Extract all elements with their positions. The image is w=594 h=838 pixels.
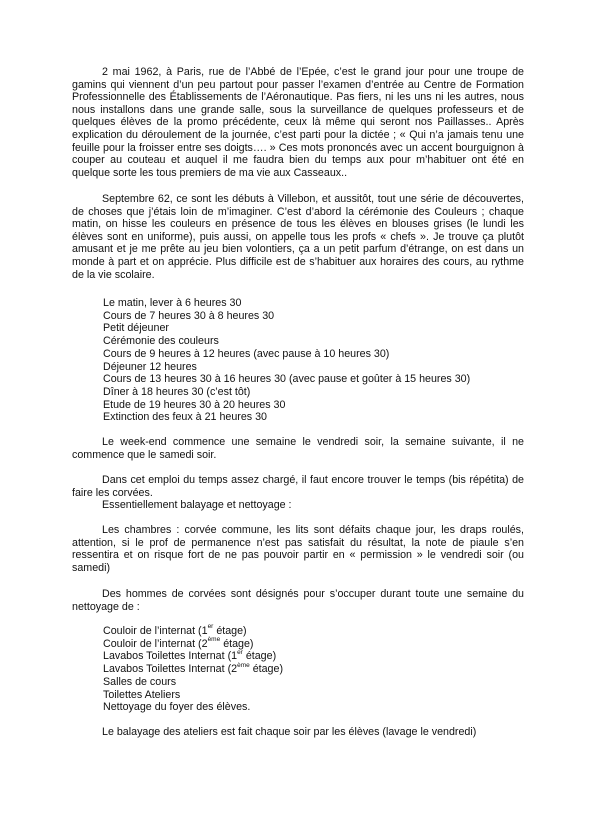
paragraph-chores-intro: Dans cet emploi du temps assez chargé, il faut encore trouver le temps (bis répétita) de faire les corvées. <box>72 474 524 499</box>
schedule-item: Cours de 7 heures 30 à 8 heures 30 <box>103 309 275 322</box>
chore-item: Lavabos Toilettes Internat (2ème étage) <box>103 661 284 676</box>
schedule-item: Cérémonie des couleurs <box>103 335 219 348</box>
chore-item: Couloir de l’internat (2ème étage) <box>103 636 254 650</box>
chore-item: Nettoyage du foyer des élèves. <box>103 701 251 714</box>
chore-item: Salles de cours <box>103 675 177 688</box>
paragraph-weekend: Le week-end commence une semaine le vendredi soir, la semaine suivante, il ne commence que le samedi soir. <box>72 436 524 461</box>
chore-item: Toilettes Ateliers <box>103 688 181 701</box>
paragraph-workshop-sweeping: Le balayage des ateliers est fait chaque soir par les élèves (lavage le vendredi) <box>102 726 477 738</box>
paragraph-exam-day: 2 mai 1962, à Paris, rue de l’Abbé de l’Epée, c’est le grand jour pour une troupe de gamins qui viennent d’un peu partout pour passer l’examen d’entrée au Centre de Formation Professionnelle des Établissements de l’Aéronautique. Pas fiers, ni les uns ni les autres, nous nous installons dans une grande salle, sous la surveillance de quelques professeurs et de quelques élèves de la promo précédente, ceux là même qui seront nos Paillasses.. Après explication du déroulement de la journée, c’est parti pour la dictée ; « Qui n’a jamais tenu une feuille pour la froisser entre ses doigts…. » Ces mots prononcés avec un accent bourguignon à couper au couteau et auquel il me faudra bien du temps aux pour m’habituer ont été en quelque sorte les tous premiers de ma vie aux Casseaux.. <box>72 66 524 179</box>
schedule-item: Cours de 13 heures 30 à 16 heures 30 (avec pause et goûter à 15 heures 30) <box>103 373 471 386</box>
daily-schedule-list <box>103 297 533 424</box>
schedule-item: Etude de 19 heures 30 à 20 heures 30 <box>103 398 286 411</box>
chores-list <box>103 625 533 714</box>
schedule-item: Extinction des feux à 21 heures 30 <box>103 411 267 424</box>
schedule-item: Petit déjeuner <box>103 322 169 335</box>
schedule-item: Déjeuner 12 heures <box>103 360 197 373</box>
schedule-item: Le matin, lever à 6 heures 30 <box>103 297 242 309</box>
chore-item: Lavabos Toilettes Internat (1er étage) <box>103 648 277 663</box>
schedule-item: Dîner à 18 heures 30 (c’est tôt) <box>103 385 251 398</box>
paragraph-villebon-start: Septembre 62, ce sont les débuts à Villebon, et aussitôt, tout une série de découvertes, de choses que j’étais loin de m’imaginer. C’est d’abord la cérémonie des Couleurs ; chaque matin, on hisse les couleurs en présence de tous les élèves en blouses grises (le lundi les élèves sont en uniforme), puis aussi, on appelle tous les profs « chefs ». Je trouve ça plutôt amusant et je me prête au jeu bien volontiers, ça a un petit parfum d’étrange, on est dans un monde à part et on apprécie. Plus difficile est de s’habituer aux horaires des cours, au rythme de la vie scolaire. <box>72 193 524 281</box>
paragraph-rooms: Les chambres : corvée commune, les lits sont défaits chaque jour, les draps roulés, attention, si le prof de permanence n’est pas satisfait du résultat, la note de piaule s’en ressentira et on risque fort de ne pas pouvoir partir en « permission » le vendredi soir (ou samedi) <box>72 524 524 574</box>
schedule-item: Cours de 9 heures à 12 heures (avec pause à 10 heures 30) <box>103 347 390 360</box>
paragraph-chore-duty: Des hommes de corvées sont désignés pour s’occuper durant toute une semaine du nettoyage de : <box>72 588 524 613</box>
chore-item: Couloir de l’internat (1er étage) <box>103 623 247 637</box>
paragraph-cleaning: Essentiellement balayage et nettoyage : <box>102 499 292 511</box>
